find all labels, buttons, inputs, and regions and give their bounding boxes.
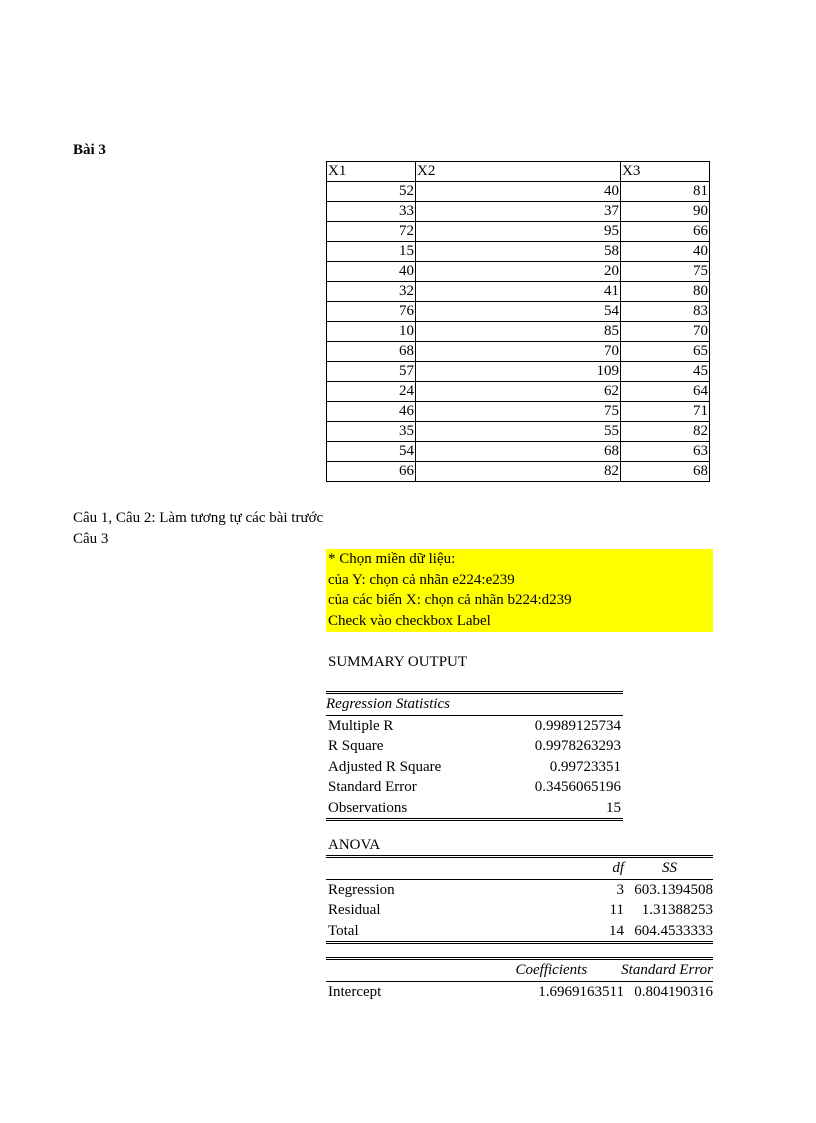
- table-cell-x3: 83: [621, 302, 710, 322]
- table-row: [327, 462, 710, 482]
- table-row: [327, 202, 710, 222]
- anova-df: 14: [609, 922, 624, 939]
- table-cell-x1: 24: [327, 382, 416, 402]
- regstats-label: Observations: [328, 799, 408, 816]
- anova-ss: 1.31388253: [641, 902, 713, 918]
- table-header-row: [327, 162, 710, 182]
- table-cell-x1: 68: [327, 342, 416, 362]
- table-row: [327, 402, 710, 422]
- regstats-row: [326, 757, 623, 778]
- regression-statistics: [326, 691, 623, 821]
- table-cell-x3: 71: [621, 402, 710, 422]
- regstats-header: Regression Statistics: [326, 696, 451, 712]
- table-cell-x1: 52: [327, 182, 416, 202]
- table-cell-x1: 35: [327, 422, 416, 442]
- regstats-value: 0.9989125734: [534, 717, 621, 734]
- table-cell-x3: 65: [621, 342, 710, 362]
- coef-label: Intercept: [328, 983, 382, 1000]
- anova-label: Total: [328, 922, 359, 939]
- anova-df-header: df: [612, 860, 624, 876]
- regstats-value: 15: [606, 799, 621, 816]
- regstats-label: R Square: [328, 738, 384, 754]
- coef-row: [326, 982, 713, 1003]
- table-cell-x2: 82: [416, 462, 621, 482]
- note-line-4: Check vào checkbox Label: [328, 612, 491, 629]
- table-row: [327, 262, 710, 282]
- anova-ss: 604.4533333: [634, 922, 713, 939]
- table-cell-x2: 58: [416, 242, 621, 262]
- header-x3: X3: [621, 162, 710, 182]
- table-cell-x2: 40: [416, 182, 621, 202]
- note-line-1: * Chọn miền dữ liệu:: [328, 551, 456, 567]
- table-row: [327, 302, 710, 322]
- table-cell-x1: 76: [327, 302, 416, 322]
- table-row: [327, 382, 710, 402]
- table-cell-x3: 40: [621, 242, 710, 262]
- table-cell-x3: 80: [621, 282, 710, 302]
- table-cell-x1: 15: [327, 242, 416, 262]
- table-cell-x1: 40: [327, 262, 416, 282]
- table-cell-x1: 10: [327, 322, 416, 342]
- header-x1: X1: [327, 162, 416, 182]
- table-cell-x1: 66: [327, 462, 416, 482]
- regstats-row: [326, 736, 623, 757]
- table-cell-x2: 109: [416, 362, 621, 382]
- question-1-2: Câu 1, Câu 2: Làm tương tự các bài trước: [73, 510, 324, 526]
- note-line-2: của Y: chọn cả nhãn e224:e239: [328, 571, 515, 588]
- table-cell-x1: 46: [327, 402, 416, 422]
- table-cell-x2: 41: [416, 282, 621, 302]
- table-cell-x2: 20: [416, 262, 621, 282]
- table-row: [327, 342, 710, 362]
- anova-ss: 603.1394508: [634, 881, 713, 898]
- table-cell-x2: 68: [416, 442, 621, 462]
- table-row: [327, 422, 710, 442]
- header-x2: X2: [416, 162, 621, 182]
- regstats-row: [326, 798, 623, 819]
- table-cell-x3: 81: [621, 182, 710, 202]
- table-cell-x1: 33: [327, 202, 416, 222]
- anova-row: [326, 900, 713, 921]
- anova-label: Residual: [328, 902, 381, 918]
- table-cell-x3: 45: [621, 362, 710, 382]
- regstats-row: [326, 777, 623, 798]
- anova-row: [326, 921, 713, 942]
- table-row: [327, 322, 710, 342]
- regstats-value: 0.99723351: [549, 758, 621, 775]
- regstats-row: [326, 716, 623, 737]
- summary-title: SUMMARY OUTPUT: [328, 654, 468, 670]
- table-row: [327, 182, 710, 202]
- anova-title: ANOVA: [328, 837, 381, 853]
- table-cell-x3: 70: [621, 322, 710, 342]
- table-cell-x3: 90: [621, 202, 710, 222]
- anova-df: 11: [609, 902, 624, 918]
- table-cell-x2: 75: [416, 402, 621, 422]
- note-line-3: của các biến X: chọn cả nhãn b224:d239: [328, 592, 572, 608]
- table-cell-x2: 55: [416, 422, 621, 442]
- coef-value: 1.6969163511: [538, 983, 624, 1000]
- table-cell-x2: 95: [416, 222, 621, 242]
- anova-row: [326, 880, 713, 901]
- regstats-label: Adjusted R Square: [328, 758, 442, 775]
- anova-df: 3: [616, 881, 624, 898]
- regstats-value: 0.3456065196: [534, 779, 621, 795]
- anova-label: Regression: [328, 881, 395, 898]
- table-cell-x2: 54: [416, 302, 621, 322]
- coef-header-standard-error: Standard Error: [621, 962, 713, 978]
- table-cell-x3: 66: [621, 222, 710, 242]
- table-cell-x2: 70: [416, 342, 621, 362]
- table-row: [327, 282, 710, 302]
- question-3: Câu 3: [73, 531, 109, 547]
- instruction-note: [326, 549, 713, 632]
- coef-se: 0.804190316: [634, 983, 713, 1000]
- table-cell-x3: 68: [621, 462, 710, 482]
- anova-ss-header: SS: [662, 860, 677, 876]
- anova-header: [326, 858, 713, 879]
- regstats-label: Multiple R: [328, 717, 394, 734]
- table-cell-x3: 63: [621, 442, 710, 462]
- coef-header-coefficients: Coefficients: [515, 962, 588, 978]
- table-cell-x3: 75: [621, 262, 710, 282]
- regstats-label: Standard Error: [328, 779, 417, 795]
- table-cell-x1: 54: [327, 442, 416, 462]
- table-row: [327, 242, 710, 262]
- coef-header: [326, 960, 713, 981]
- data-table: [326, 161, 710, 482]
- table-cell-x3: 82: [621, 422, 710, 442]
- table-row: [327, 362, 710, 382]
- table-cell-x2: 85: [416, 322, 621, 342]
- table-cell-x2: 62: [416, 382, 621, 402]
- table-cell-x1: 32: [327, 282, 416, 302]
- table-row: [327, 442, 710, 462]
- table-cell-x3: 64: [621, 382, 710, 402]
- table-cell-x2: 37: [416, 202, 621, 222]
- regstats-value: 0.9978263293: [534, 738, 621, 754]
- page-title: Bài 3: [73, 142, 106, 158]
- table-row: [327, 222, 710, 242]
- coefficients-table: [326, 957, 713, 1002]
- table-cell-x1: 72: [327, 222, 416, 242]
- table-cell-x1: 57: [327, 362, 416, 382]
- anova-table: [326, 855, 713, 944]
